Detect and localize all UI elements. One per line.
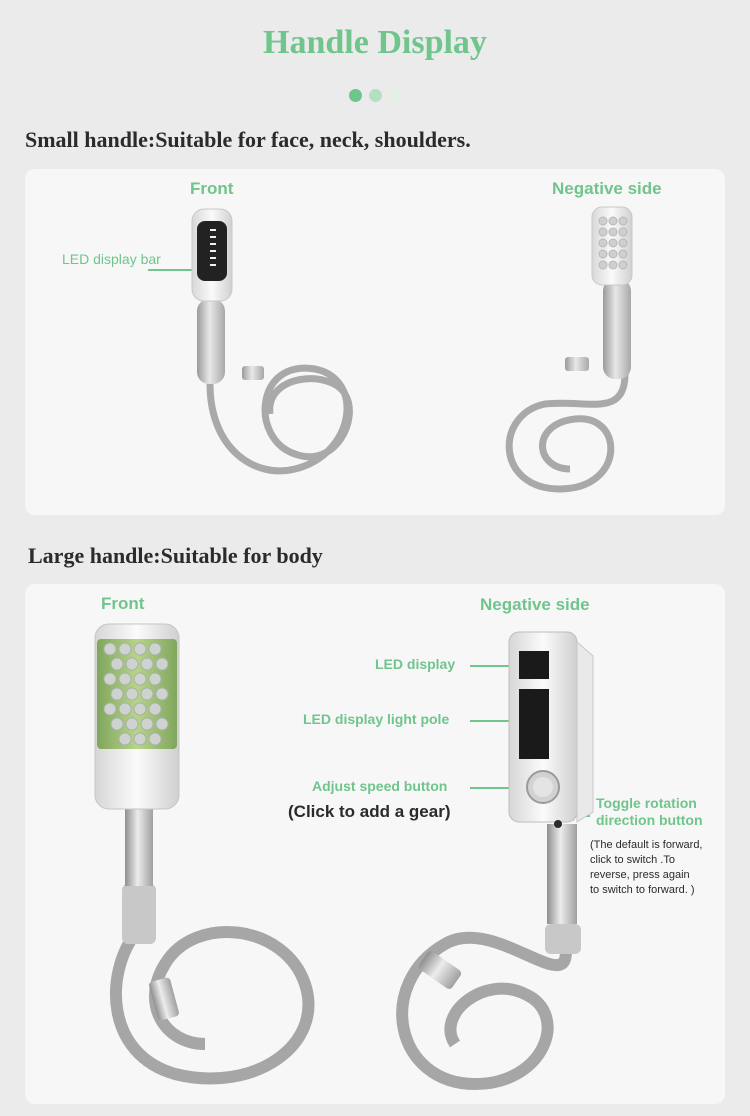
led-display-bar-label: LED display bar [62, 251, 161, 267]
toggle-note-line-1: (The default is forward, [590, 839, 703, 851]
toggle-note-line-2: click to switch .To [590, 854, 675, 866]
small-front-label: Front [190, 179, 234, 198]
toggle-note-line-4: to switch to forward. ) [590, 884, 695, 896]
large-negative-label: Negative side [480, 595, 590, 614]
small-handle-panel [25, 169, 725, 515]
dot-2 [369, 89, 382, 102]
speed-button-label: Adjust speed button [312, 778, 448, 794]
toggle-note-line-3: reverse, press again [590, 869, 690, 881]
gear-note: (Click to add a gear) [288, 802, 451, 821]
small-negative-label: Negative side [552, 179, 662, 198]
large-handle-heading: Large handle:Suitable for body [28, 543, 323, 568]
small-handle-front-image [25, 169, 725, 515]
large-handle-images [25, 584, 725, 1104]
led-light-pole-label: LED display light pole [303, 711, 450, 727]
toggle-label-line-2: direction button [596, 812, 703, 828]
pagination-dots [0, 89, 750, 102]
led-display-label: LED display [375, 656, 456, 672]
page-title: Handle Display [263, 24, 487, 61]
large-front-label: Front [101, 594, 145, 613]
dot-1 [349, 89, 362, 102]
small-handle-heading: Small handle:Suitable for face, neck, shoulders. [25, 127, 471, 152]
large-handle-panel [25, 584, 725, 1104]
dot-3 [389, 89, 402, 102]
toggle-label-line-1: Toggle rotation [596, 795, 697, 811]
